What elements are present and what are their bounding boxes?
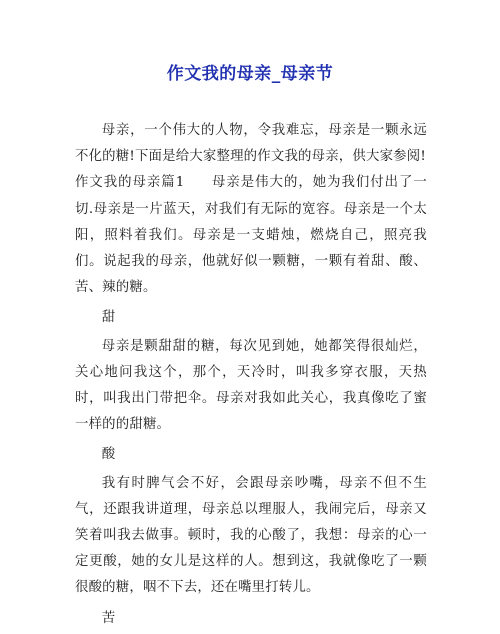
intro-paragraph: 母亲，一个伟大的人物，令我难忘，母亲是一颗永远不化的糖!下面是给大家整理的作文我的母亲，供大家参阅!: [75, 123, 427, 165]
article-intro-paragraph: [75, 170, 427, 301]
document-body: [75, 118, 427, 634]
section-heading-sour: 酸: [101, 447, 116, 463]
section-text-sweet: 母亲是颗甜甜的糖，每次见到她，她都笑得很灿烂，关心地问我这个，那个，天冷时，叫我多穿衣服，天热时，叫我出门带把伞。母亲对我如此关心，我真像吃了蜜一样的的甜糖。: [75, 338, 427, 433]
article-label: 作文我的母亲篇1: [75, 175, 185, 191]
article-intro-text: 母亲是伟大的，她为我们付出了一切.母亲是一片蓝天，对我们有无际的宽容。母亲是一个太阳，照料着我们。母亲是一支蜡烛，燃烧自己，照亮我们。说起我的母亲，他就好似一颗糖，一颗有着甜、酸、苦、辣的糖。: [75, 175, 427, 296]
document-title: 作文我的母亲_母亲节: [166, 64, 334, 84]
section-heading-bitter: 苦: [101, 610, 116, 626]
section-text-sour: 我有时脾气会不好，会跟母亲吵嘴，母亲不但不生气，还跟我讲道理，母亲总以理服人，我闹完后，母亲又笑着叫我去做事。顿时，我的心酸了，我想：母亲的心一定更酸，她的女儿是这样的人。想到这，我就像吃了一颗很酸的糖，咽不下去，还在嘴里打转儿。: [75, 475, 427, 596]
section-heading-sweet: 甜: [101, 310, 116, 326]
